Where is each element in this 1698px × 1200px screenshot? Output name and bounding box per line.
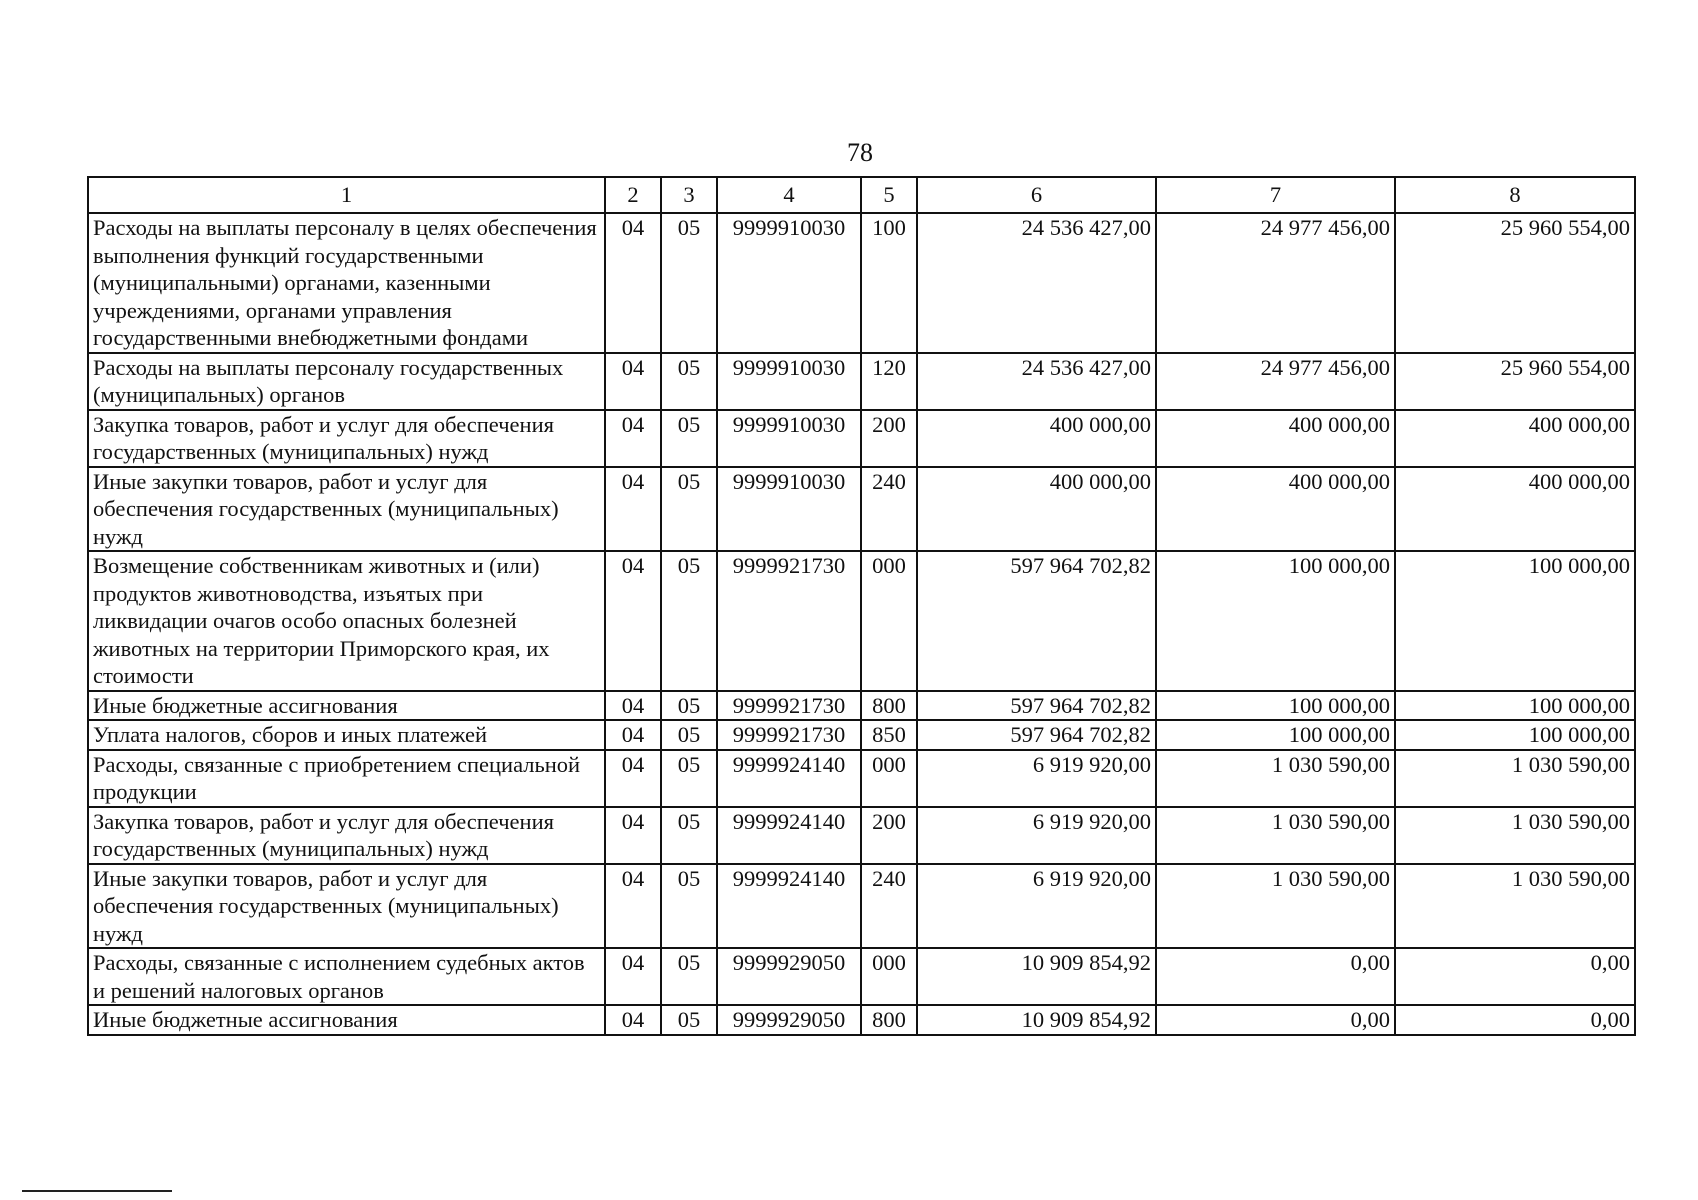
row-expense-type: 200 [861,807,917,864]
row-amount-col7: 100 000,00 [1156,551,1395,691]
row-description: Уплата налогов, сборов и иных платежей [88,720,605,750]
col-header-3: 3 [661,177,717,213]
row-amount-col6: 597 964 702,82 [917,691,1156,721]
row-amount-col8: 0,00 [1395,1005,1635,1035]
row-target-article: 9999929050 [717,948,861,1005]
col-header-8: 8 [1395,177,1635,213]
table-row [88,807,1635,864]
row-amount-col6: 6 919 920,00 [917,750,1156,807]
table-row [88,948,1635,1005]
row-section: 04 [605,353,661,410]
row-amount-col6: 400 000,00 [917,467,1156,552]
table-row [88,353,1635,410]
row-amount-col8: 1 030 590,00 [1395,864,1635,949]
row-subsection: 05 [661,750,717,807]
row-description: Иные бюджетные ассигнования [88,691,605,721]
row-target-article: 9999910030 [717,467,861,552]
row-expense-type: 000 [861,551,917,691]
table-row [88,1005,1635,1035]
row-target-article: 9999924140 [717,750,861,807]
row-amount-col7: 400 000,00 [1156,410,1395,467]
row-section: 04 [605,864,661,949]
row-amount-col8: 1 030 590,00 [1395,807,1635,864]
row-amount-col7: 24 977 456,00 [1156,353,1395,410]
row-amount-col7: 400 000,00 [1156,467,1395,552]
row-amount-col8: 0,00 [1395,948,1635,1005]
col-header-4: 4 [717,177,861,213]
row-amount-col6: 597 964 702,82 [917,720,1156,750]
row-description: Иные закупки товаров, работ и услуг для обеспечения государственных (муниципальных) нужд [88,864,605,949]
row-description: Иные закупки товаров, работ и услуг для обеспечения государственных (муниципальных) нужд [88,467,605,552]
row-subsection: 05 [661,551,717,691]
row-subsection: 05 [661,410,717,467]
row-section: 04 [605,807,661,864]
col-header-2: 2 [605,177,661,213]
row-amount-col6: 24 536 427,00 [917,353,1156,410]
table-row [88,551,1635,691]
row-expense-type: 850 [861,720,917,750]
row-amount-col7: 1 030 590,00 [1156,807,1395,864]
budget-table [87,176,1636,1036]
row-amount-col6: 24 536 427,00 [917,213,1156,353]
row-amount-col7: 100 000,00 [1156,720,1395,750]
table-row [88,467,1635,552]
row-amount-col6: 6 919 920,00 [917,807,1156,864]
row-subsection: 05 [661,467,717,552]
row-target-article: 9999929050 [717,1005,861,1035]
row-expense-type: 100 [861,213,917,353]
row-section: 04 [605,1005,661,1035]
row-target-article: 9999921730 [717,691,861,721]
row-amount-col7: 0,00 [1156,948,1395,1005]
row-amount-col6: 10 909 854,92 [917,1005,1156,1035]
row-description: Закупка товаров, работ и услуг для обеспечения государственных (муниципальных) нужд [88,410,605,467]
col-header-7: 7 [1156,177,1395,213]
row-section: 04 [605,691,661,721]
table-row [88,213,1635,353]
row-target-article: 9999910030 [717,410,861,467]
row-amount-col6: 6 919 920,00 [917,864,1156,949]
row-section: 04 [605,948,661,1005]
row-amount-col7: 1 030 590,00 [1156,864,1395,949]
row-target-article: 9999921730 [717,720,861,750]
row-section: 04 [605,213,661,353]
table-row [88,691,1635,721]
row-subsection: 05 [661,948,717,1005]
row-description: Расходы на выплаты персоналу государственных (муниципальных) органов [88,353,605,410]
row-expense-type: 200 [861,410,917,467]
row-section: 04 [605,410,661,467]
row-description: Расходы, связанные с приобретением специальной продукции [88,750,605,807]
page-number: 78 [847,138,873,167]
row-amount-col8: 100 000,00 [1395,691,1635,721]
row-amount-col8: 400 000,00 [1395,410,1635,467]
row-expense-type: 000 [861,948,917,1005]
row-description: Иные бюджетные ассигнования [88,1005,605,1035]
row-target-article: 9999910030 [717,213,861,353]
row-expense-type: 240 [861,864,917,949]
row-subsection: 05 [661,807,717,864]
row-subsection: 05 [661,353,717,410]
row-amount-col8: 25 960 554,00 [1395,213,1635,353]
table-row [88,720,1635,750]
row-target-article: 9999921730 [717,551,861,691]
row-section: 04 [605,467,661,552]
col-header-6: 6 [917,177,1156,213]
row-expense-type: 800 [861,1005,917,1035]
table-row [88,750,1635,807]
row-amount-col7: 0,00 [1156,1005,1395,1035]
row-expense-type: 800 [861,691,917,721]
row-section: 04 [605,750,661,807]
row-subsection: 05 [661,213,717,353]
row-amount-col6: 10 909 854,92 [917,948,1156,1005]
row-expense-type: 120 [861,353,917,410]
row-section: 04 [605,720,661,750]
row-target-article: 9999924140 [717,807,861,864]
row-description: Закупка товаров, работ и услуг для обеспечения государственных (муниципальных) нужд [88,807,605,864]
col-header-5: 5 [861,177,917,213]
row-amount-col8: 25 960 554,00 [1395,353,1635,410]
row-amount-col8: 400 000,00 [1395,467,1635,552]
footnote-separator [22,1190,172,1192]
header-row [88,177,1635,213]
row-expense-type: 000 [861,750,917,807]
row-amount-col7: 1 030 590,00 [1156,750,1395,807]
row-target-article: 9999910030 [717,353,861,410]
row-subsection: 05 [661,691,717,721]
table-row [88,864,1635,949]
row-amount-col6: 597 964 702,82 [917,551,1156,691]
row-subsection: 05 [661,720,717,750]
row-amount-col6: 400 000,00 [917,410,1156,467]
row-amount-col7: 24 977 456,00 [1156,213,1395,353]
row-section: 04 [605,551,661,691]
row-amount-col7: 100 000,00 [1156,691,1395,721]
row-amount-col8: 1 030 590,00 [1395,750,1635,807]
row-description: Возмещение собственникам животных и (или) продуктов животноводства, изъятых при ликвидации очагов особо опасных болезней животных на территории Приморского края, их стоимости [88,551,605,691]
row-amount-col8: 100 000,00 [1395,551,1635,691]
row-description: Расходы на выплаты персоналу в целях обеспечения выполнения функций государственными (муниципальными) органами, казенными учреждениями, органами управления государственными внебюджетными фондами [88,213,605,353]
row-amount-col8: 100 000,00 [1395,720,1635,750]
row-subsection: 05 [661,864,717,949]
col-header-1: 1 [88,177,605,213]
row-description: Расходы, связанные с исполнением судебных актов и решений налоговых органов [88,948,605,1005]
row-subsection: 05 [661,1005,717,1035]
row-expense-type: 240 [861,467,917,552]
table-row [88,410,1635,467]
row-target-article: 9999924140 [717,864,861,949]
